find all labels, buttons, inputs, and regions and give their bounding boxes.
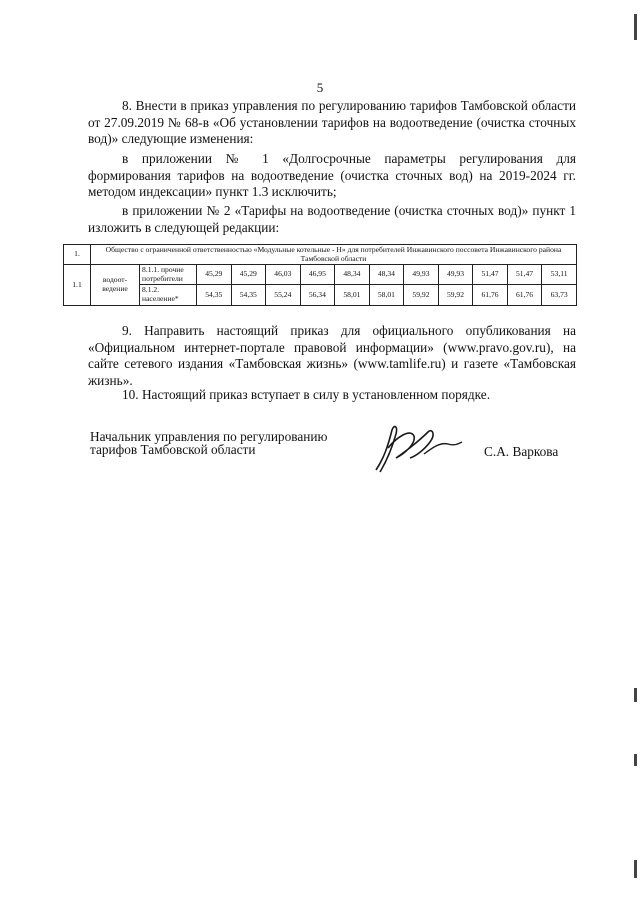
- signer-title-line: Начальник управления по регулированию: [90, 429, 328, 444]
- table-cell: 51,47: [473, 265, 508, 285]
- table-cell: 45,29: [197, 265, 232, 285]
- item-8-appendix-1-paragraph: в приложении № 1 «Долгосрочные параметры регулирования для формирования тарифов на водоотведение (очистка сточных вод) на 2019-2024 гг. методом индексации» пункт 1.3 исключить;: [88, 151, 576, 199]
- scan-edge-mark: [634, 688, 637, 702]
- scan-edge-mark: [634, 754, 637, 766]
- table-cell: 55,24: [266, 285, 301, 305]
- scan-edge-mark: [634, 860, 637, 878]
- table-cell: 46,03: [266, 265, 301, 285]
- item-10-paragraph: 10. Настоящий приказ вступает в силу в установленном порядке.: [122, 387, 491, 402]
- table-cell: 48,34: [369, 265, 404, 285]
- table-consumer-label: 8.1.2. население*: [140, 285, 197, 305]
- table-row: [64, 265, 577, 285]
- table-cell: 53,11: [542, 265, 577, 285]
- table-cell: 58,01: [369, 285, 404, 305]
- table-service-cell: водоот-ведение: [91, 265, 140, 305]
- table-cell: 63,73: [542, 285, 577, 305]
- table-cell: 49,93: [438, 265, 473, 285]
- table-cell: 45,29: [231, 265, 266, 285]
- table-cell: 59,92: [438, 285, 473, 305]
- scan-edge-mark: [634, 14, 637, 40]
- table-cell: 54,35: [231, 285, 266, 305]
- table-row: [64, 285, 577, 305]
- signer-title-line: тарифов Тамбовской области: [90, 442, 256, 458]
- table-cell: 56,34: [300, 285, 335, 305]
- table-cell: 46,95: [300, 265, 335, 285]
- table-consumer-label: 8.1.1. прочие потребители: [140, 265, 197, 285]
- page-number: 5: [316, 80, 324, 95]
- table-cell: 48,34: [335, 265, 370, 285]
- signer-title: [90, 430, 327, 457]
- table-row-number: 1.1: [64, 265, 91, 305]
- handwritten-signature: [366, 418, 466, 476]
- item-8-appendix-2-paragraph: в приложении № 2 «Тарифы на водоотведение (очистка сточных вод)» пункт 1 изложить в следующей редакции:: [88, 203, 576, 235]
- table-cell: 59,92: [404, 285, 439, 305]
- table-row-company: [64, 245, 577, 265]
- table-cell: 51,47: [507, 265, 542, 285]
- item-9-paragraph: 9. Направить настоящий приказ для официального опубликования на «Официальном интернет-портале правовой информации» (www.pravo.gov.ru), на сайте сетевого издания «Тамбовская жизнь» (www.tamlife.ru) и газете «Тамбовская жизнь».: [88, 323, 576, 388]
- table-company-header: Общество с ограниченной ответственностью «Модульные котельные - Н» для потребителей Инжавинского поссовета Инжавинского района Тамбовской области: [91, 245, 577, 265]
- table-row-number: 1.: [64, 245, 91, 265]
- table-cell: 61,76: [473, 285, 508, 305]
- table-cell: 49,93: [404, 265, 439, 285]
- table-cell: 54,35: [197, 285, 232, 305]
- signer-name: С.А. Варкова: [484, 444, 559, 459]
- table-cell: 58,01: [335, 285, 370, 305]
- tariff-table: [63, 244, 577, 306]
- item-8-paragraph: 8. Внести в приказ управления по регулированию тарифов Тамбовской области от 27.09.2019 № 68-в «Об установлении тарифов на водоотведение (очистка сточных вод)» следующие изменения:: [88, 98, 576, 146]
- table-cell: 61,76: [507, 285, 542, 305]
